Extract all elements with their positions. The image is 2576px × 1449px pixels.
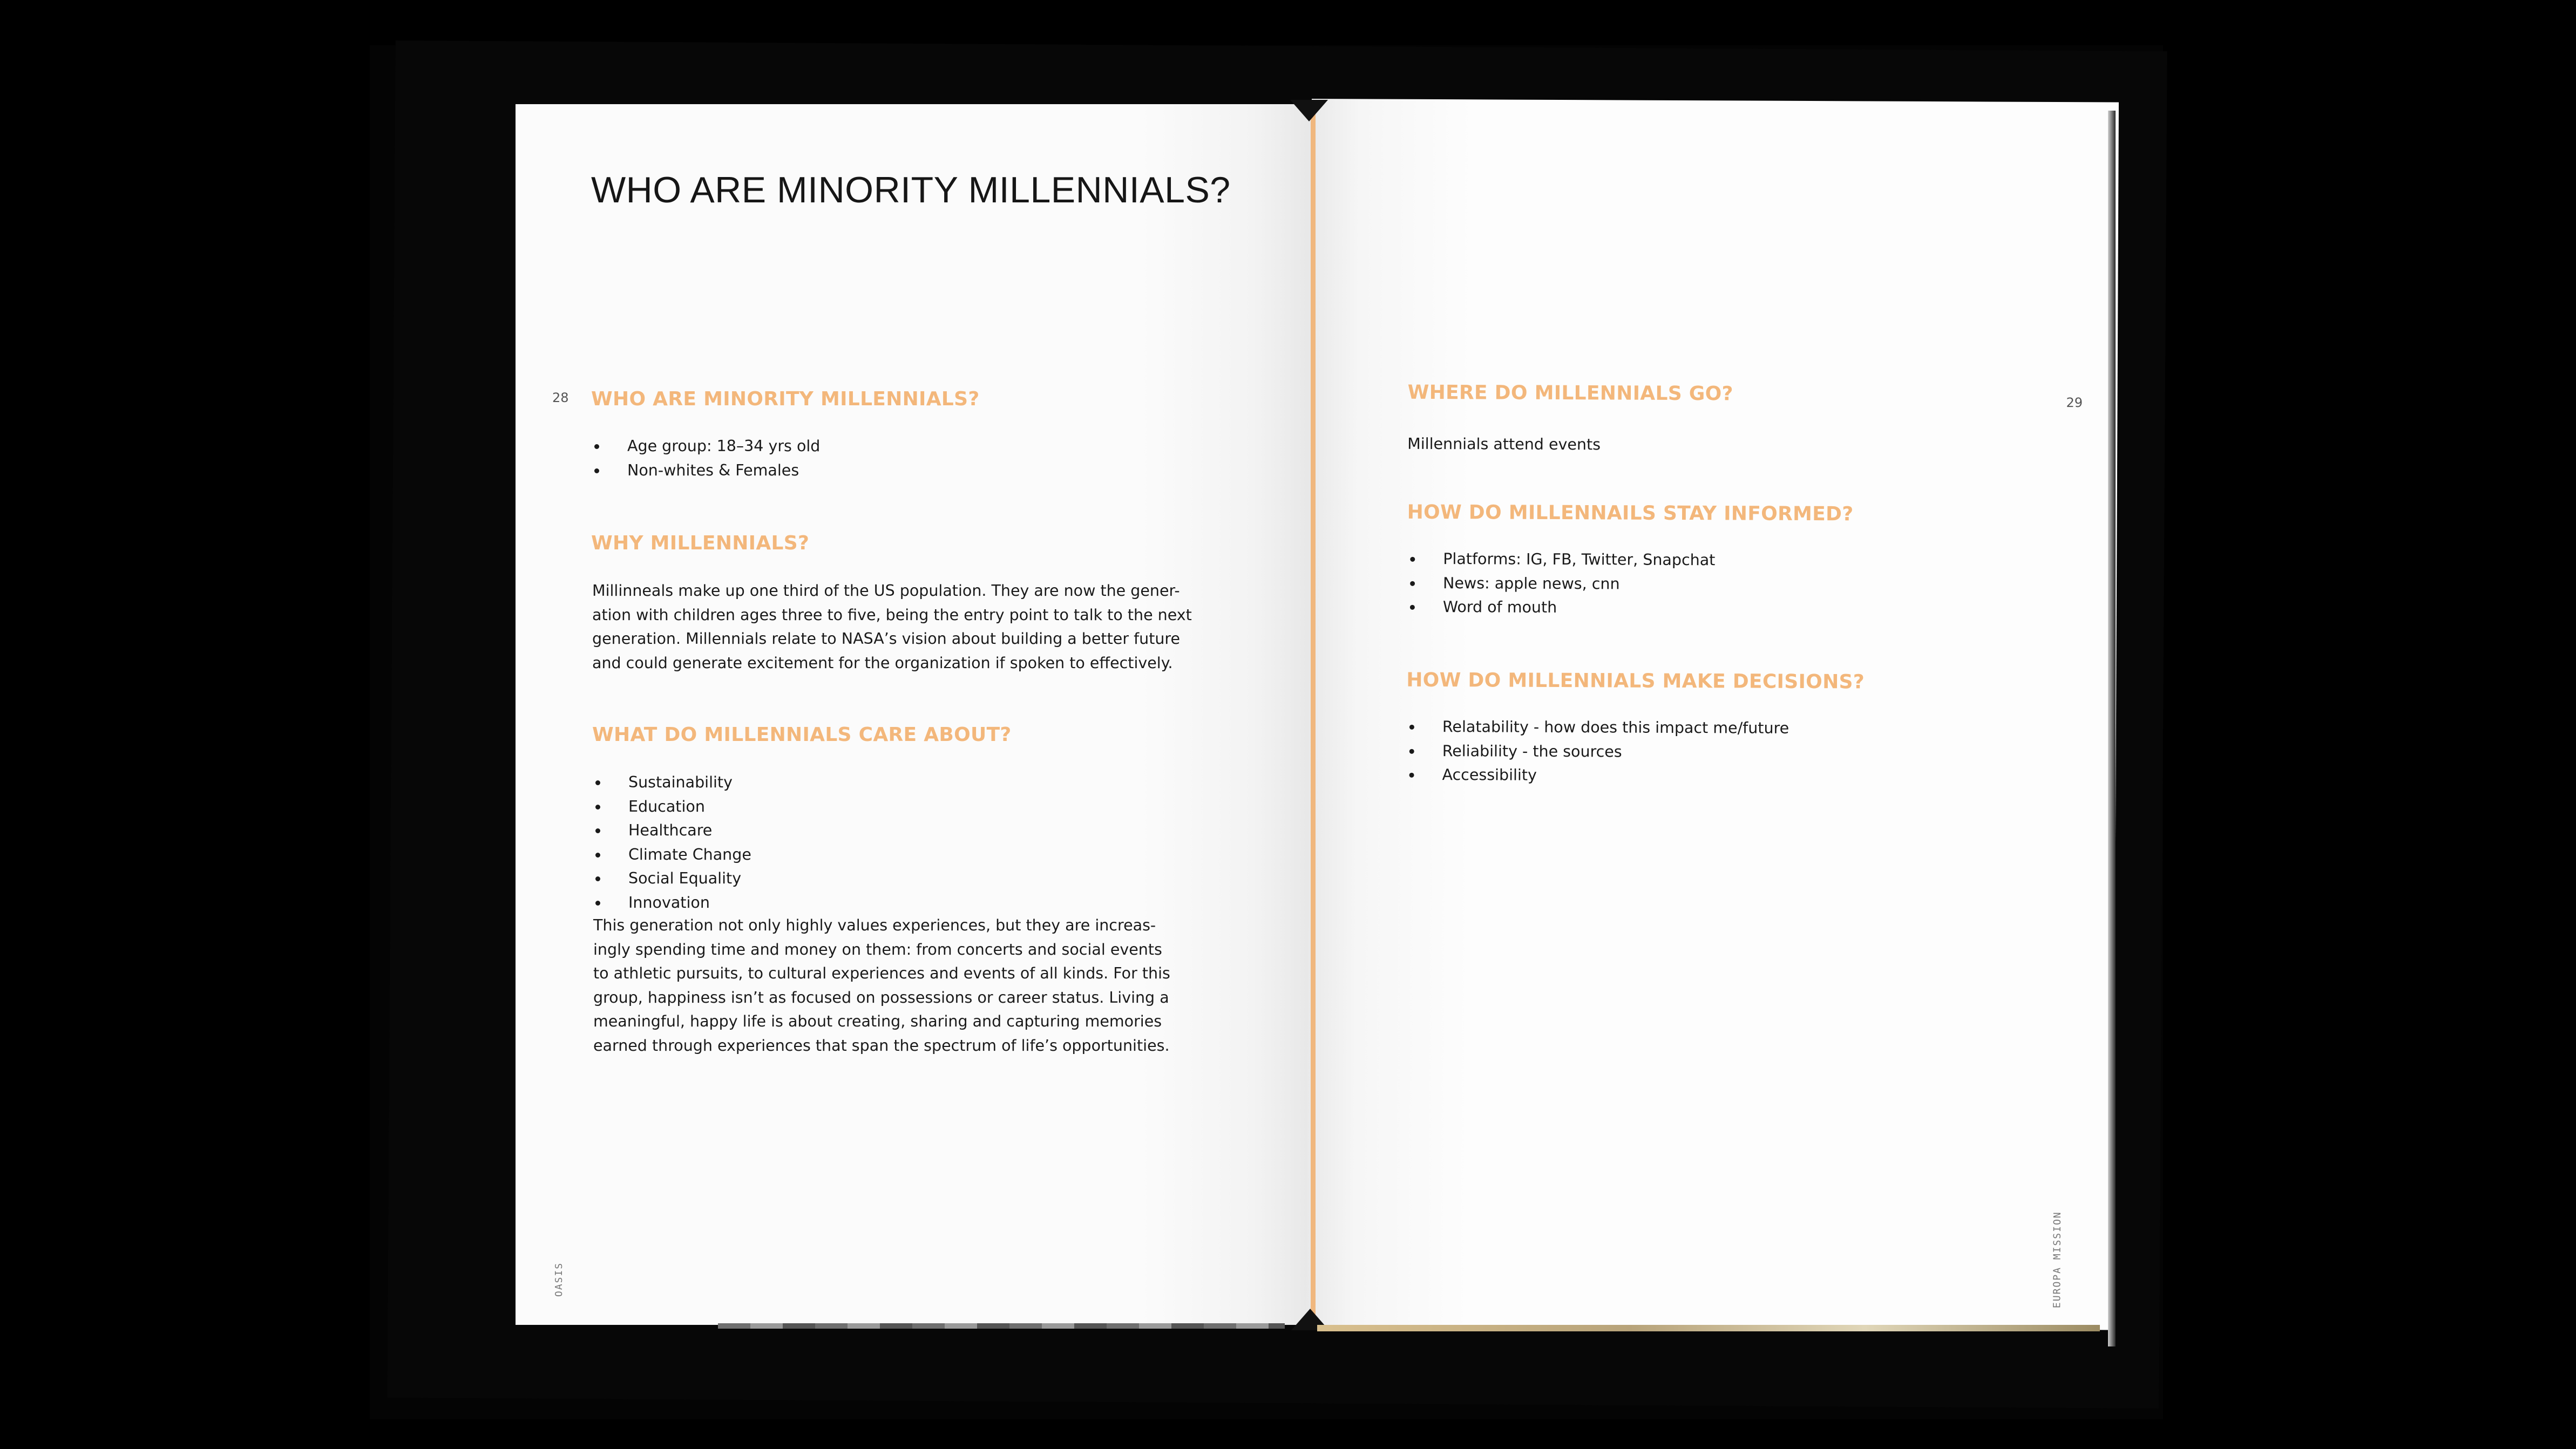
- side-label-right: EUROPA MISSION: [2051, 1211, 2064, 1309]
- why-paragraph: [592, 579, 1192, 675]
- list-item: News: apple news, cnn: [1408, 571, 1715, 596]
- list-item: Sustainability: [593, 771, 751, 795]
- care-bullet-list: [593, 771, 751, 915]
- decisions-bullet-list: [1407, 715, 1789, 789]
- paragraph-line: meaningful, happy life is about creating, sharing and capturing memories: [593, 1012, 1162, 1030]
- cover-edge-right: [1317, 1325, 2100, 1331]
- paragraph-line: to athletic pursuits, to cultural experiences and events of all kinds. For this: [593, 964, 1170, 982]
- list-item: Education: [593, 795, 751, 819]
- section-heading-where: WHERE DO MILLENNIALS GO?: [1407, 381, 1733, 405]
- paragraph-line: This generation not only highly values experiences, but they are increas-: [593, 916, 1156, 934]
- paragraph-line: ation with children ages three to five, being the entry point to talk to the next: [592, 606, 1192, 624]
- list-item: Innovation: [593, 891, 751, 915]
- list-item: Non-whites & Females: [592, 459, 820, 483]
- cover-edge-left: [718, 1323, 1285, 1329]
- list-item: Relatability - how does this impact me/future: [1407, 715, 1789, 741]
- page-edge-shadow: [2108, 111, 2116, 1346]
- page-number-left: 28: [552, 390, 569, 405]
- paragraph-line: Millinneals make up one third of the US population. They are now the gener-: [592, 582, 1180, 600]
- who-bullet-list: [592, 434, 820, 482]
- page-number-right: 29: [2066, 395, 2083, 411]
- list-item: Social Equality: [593, 867, 751, 891]
- section-heading-decisions: HOW DO MILLENNIALS MAKE DECISIONS?: [1406, 669, 1865, 693]
- where-text: Millennials attend events: [1407, 434, 1601, 454]
- list-item: Reliability - the sources: [1407, 739, 1789, 765]
- list-item: Platforms: IG, FB, Twitter, Snapchat: [1408, 547, 1715, 573]
- page-title: WHO ARE MINORITY MILLENNIALS?: [591, 169, 1231, 210]
- section-heading-informed: HOW DO MILLENNAILS STAY INFORMED?: [1407, 501, 1854, 526]
- paragraph-line: group, happiness isn’t as focused on possessions or career status. Living a: [593, 988, 1169, 1006]
- list-item: Age group: 18–34 yrs old: [592, 434, 820, 459]
- spine-accent-line: [1311, 111, 1316, 1319]
- section-heading-care: WHAT DO MILLENNIALS CARE ABOUT?: [592, 724, 1012, 746]
- list-item: Healthcare: [593, 819, 751, 843]
- section-heading-who: WHO ARE MINORITY MILLENNIALS?: [591, 388, 980, 410]
- care-paragraph: [593, 914, 1170, 1058]
- list-item: Word of mouth: [1408, 595, 1715, 621]
- paragraph-line: generation. Millennials relate to NASA’s vision about building a better future: [592, 630, 1181, 648]
- paragraph-line: and could generate excitement for the organization if spoken to effectively.: [592, 654, 1173, 672]
- left-page: [516, 104, 1317, 1325]
- informed-bullet-list: [1408, 547, 1716, 621]
- paragraph-line: ingly spending time and money on them: from concerts and social events: [593, 940, 1162, 958]
- right-page: [1306, 99, 2119, 1330]
- paragraph-line: earned through experiences that span the spectrum of life’s opportunities.: [593, 1036, 1170, 1055]
- list-item: Climate Change: [593, 843, 751, 867]
- list-item: Accessibility: [1407, 763, 1788, 789]
- section-heading-why: WHY MILLENNIALS?: [591, 532, 810, 554]
- side-label-left: OASIS: [553, 1262, 565, 1297]
